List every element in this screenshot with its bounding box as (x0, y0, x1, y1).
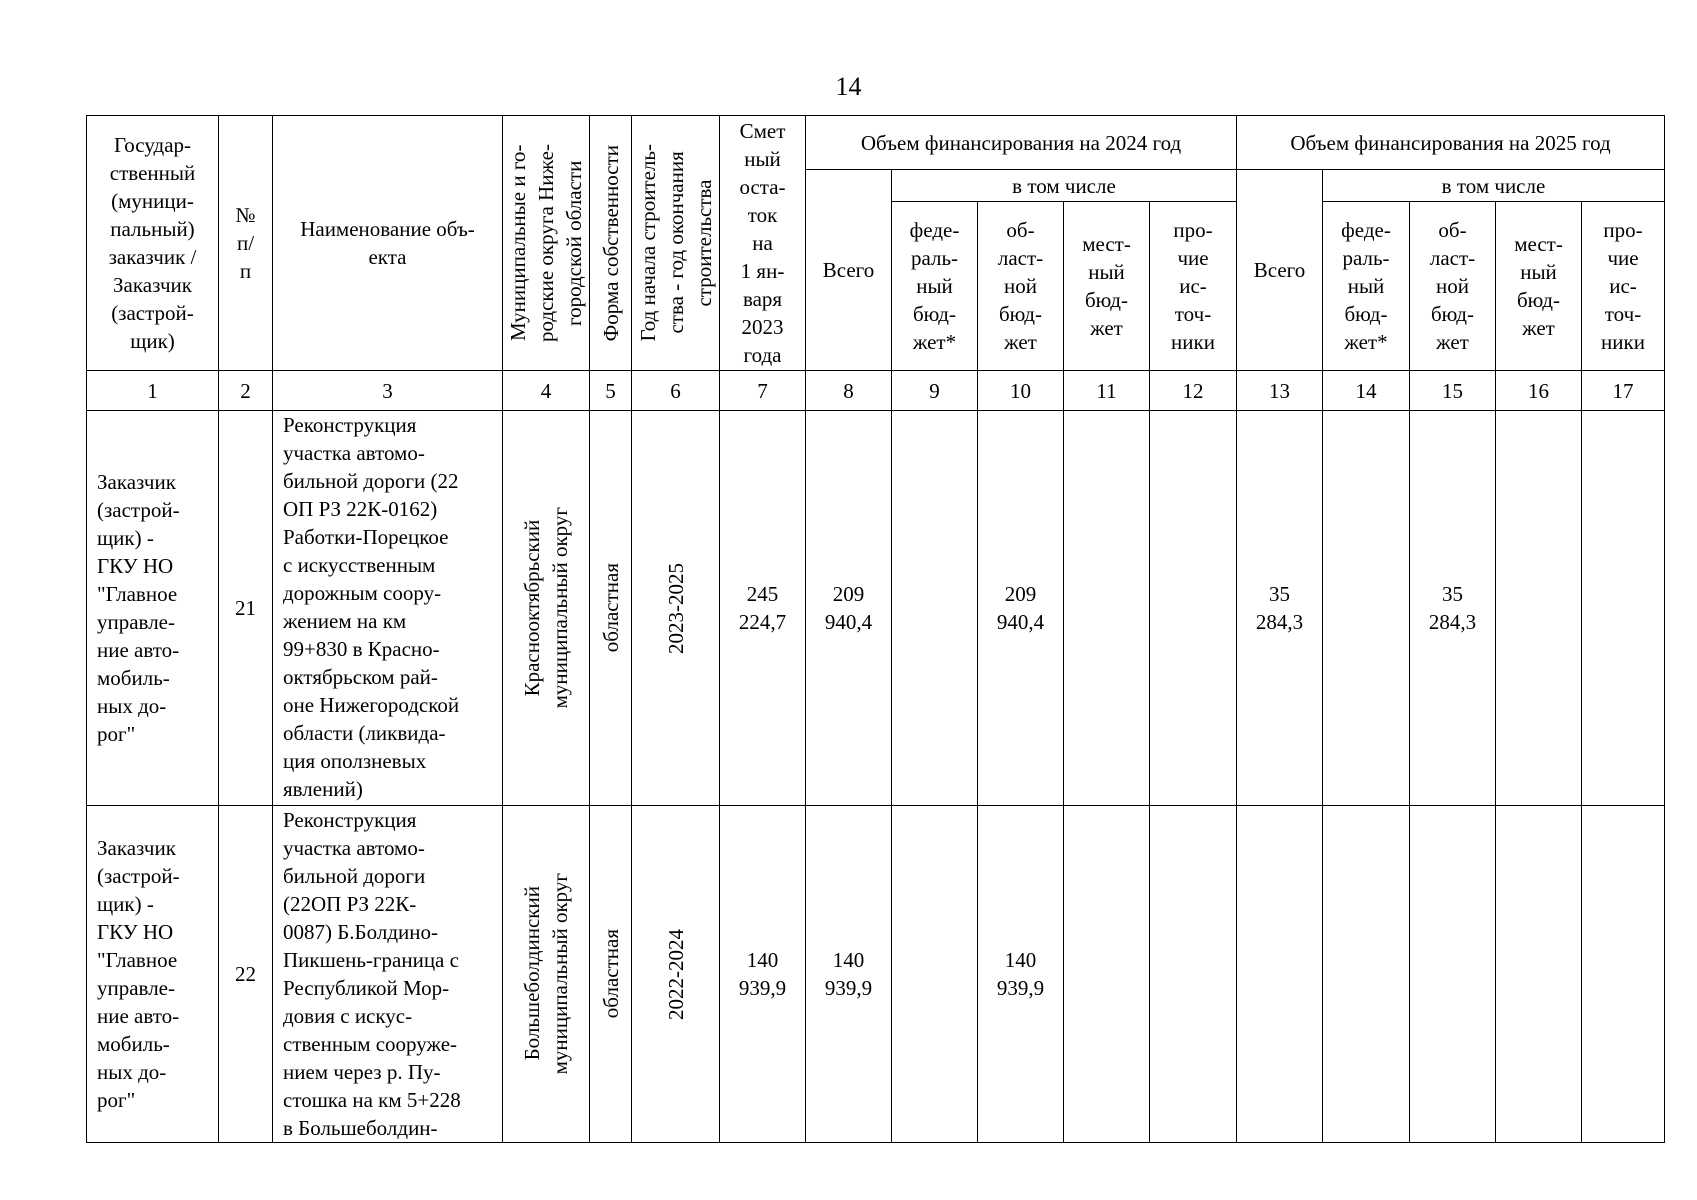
table-row (87, 411, 1665, 806)
row-total-2024: 209 940,4 (806, 411, 892, 806)
row-other-2024 (1150, 806, 1237, 1143)
header-row-1 (87, 116, 1665, 170)
page-number: 14 (835, 72, 862, 101)
header-ownership (590, 116, 632, 371)
row-federal-2024 (892, 411, 978, 806)
column-number: 4 (503, 371, 590, 411)
column-number: 5 (590, 371, 632, 411)
column-number: 8 (806, 371, 892, 411)
row-federal-2024 (892, 806, 978, 1143)
row-total-2025 (1237, 806, 1323, 1143)
column-number: 16 (1496, 371, 1582, 411)
row-object-name: Реконструкция участка автомо- бильной дороги (22 ОП РЗ 22К-0162) Работки-Порецкое с искусственным дорожным соору- жением на км 99+830 в Красно- октябрьском рай- оне Нижегородской области (ликвида- ция оползневых явлений) (273, 411, 503, 806)
header-years-text: Год начала строитель- ства - год окончания строительства (635, 144, 716, 342)
row-regional-2025: 35 284,3 (1410, 411, 1496, 806)
row-object-name: Реконструкция участка автомо- бильной дороги (22ОП РЗ 22К- 0087) Б.Болдино- Пикшень-граница с Республикой Мор- довия с искус- ственным сооруже- нием через р. Пу- стошка на км 5+228 в Большеболдин- (273, 806, 503, 1143)
header-total-2025: Всего (1237, 170, 1323, 371)
row-local-2025 (1496, 806, 1582, 1143)
row-estimate: 140 939,9 (720, 806, 806, 1143)
header-customer: Государ- ственный (муници- пальный) заказчик / Заказчик (застрой- щик) (87, 116, 219, 371)
column-number: 3 (273, 371, 503, 411)
header-index: № п/ п (219, 116, 273, 371)
header-federal-2025: феде- раль- ный бюд- жет* (1323, 202, 1410, 371)
table-row (87, 806, 1665, 1143)
row-regional-2024: 140 939,9 (978, 806, 1064, 1143)
row-district-text: Краснооктябрьский муниципальный округ (520, 507, 572, 709)
column-number: 1 (87, 371, 219, 411)
row-ownership (590, 806, 632, 1143)
row-years-text: 2022-2024 (663, 928, 688, 1020)
row-ownership-text: областная (598, 563, 623, 653)
column-number: 9 (892, 371, 978, 411)
header-regional-2024: об- ласт- ной бюд- жет (978, 202, 1064, 371)
header-district-text: Муниципальные и го- родские округа Ниже- городской области (506, 144, 586, 342)
row-district (503, 411, 590, 806)
row-years (632, 806, 720, 1143)
column-number: 14 (1323, 371, 1410, 411)
row-federal-2025 (1323, 411, 1410, 806)
financing-table (86, 115, 1665, 1143)
header-federal-2024: феде- раль- ный бюд- жет* (892, 202, 978, 371)
row-other-2025 (1582, 806, 1665, 1143)
row-years (632, 411, 720, 806)
row-total-2024: 140 939,9 (806, 806, 892, 1143)
column-number: 11 (1064, 371, 1150, 411)
row-index: 22 (219, 806, 273, 1143)
row-ownership-text: областная (598, 929, 623, 1019)
header-district (503, 116, 590, 371)
row-years-text: 2023-2025 (663, 562, 688, 654)
column-number-row (87, 371, 1665, 411)
header-total-2024: Всего (806, 170, 892, 371)
header-name: Наименование объ- екта (273, 116, 503, 371)
column-number: 6 (632, 371, 720, 411)
header-estimate: Смет ный оста- ток на 1 ян- варя 2023 года (720, 116, 806, 371)
row-index: 21 (219, 411, 273, 806)
column-number: 12 (1150, 371, 1237, 411)
column-number: 17 (1582, 371, 1665, 411)
row-total-2025: 35 284,3 (1237, 411, 1323, 806)
row-federal-2025 (1323, 806, 1410, 1143)
row-regional-2024: 209 940,4 (978, 411, 1064, 806)
row-ownership (590, 411, 632, 806)
row-customer: Заказчик (застрой- щик) - ГКУ НО "Главное управле- ние авто- мобиль- ных до- рог" (87, 806, 219, 1143)
row-other-2024 (1150, 411, 1237, 806)
column-number: 15 (1410, 371, 1496, 411)
row-local-2024 (1064, 411, 1150, 806)
header-including-2025: в том числе (1323, 170, 1665, 202)
header-ownership-text: Форма собственности (598, 144, 623, 342)
header-other-2025: про- чие ис- точ- ники (1582, 202, 1665, 371)
header-local-2025: мест- ный бюд- жет (1496, 202, 1582, 371)
header-local-2024: мест- ный бюд- жет (1064, 202, 1150, 371)
header-regional-2025: об- ласт- ной бюд- жет (1410, 202, 1496, 371)
row-estimate: 245 224,7 (720, 411, 806, 806)
row-local-2024 (1064, 806, 1150, 1143)
row-district (503, 806, 590, 1143)
row-local-2025 (1496, 411, 1582, 806)
header-including-2024: в том числе (892, 170, 1237, 202)
row-other-2025 (1582, 411, 1665, 806)
row-customer: Заказчик (застрой- щик) - ГКУ НО "Главное управле- ние авто- мобиль- ных до- рог" (87, 411, 219, 806)
header-years (632, 116, 720, 371)
row-regional-2025 (1410, 806, 1496, 1143)
column-number: 13 (1237, 371, 1323, 411)
header-other-2024: про- чие ис- точ- ники (1150, 202, 1237, 371)
column-number: 10 (978, 371, 1064, 411)
row-district-text: Большеболдинский муниципальный округ (520, 873, 572, 1075)
header-financing-2024: Объем финансирования на 2024 год (806, 116, 1237, 170)
header-financing-2025: Объем финансирования на 2025 год (1237, 116, 1665, 170)
column-number: 2 (219, 371, 273, 411)
column-number: 7 (720, 371, 806, 411)
